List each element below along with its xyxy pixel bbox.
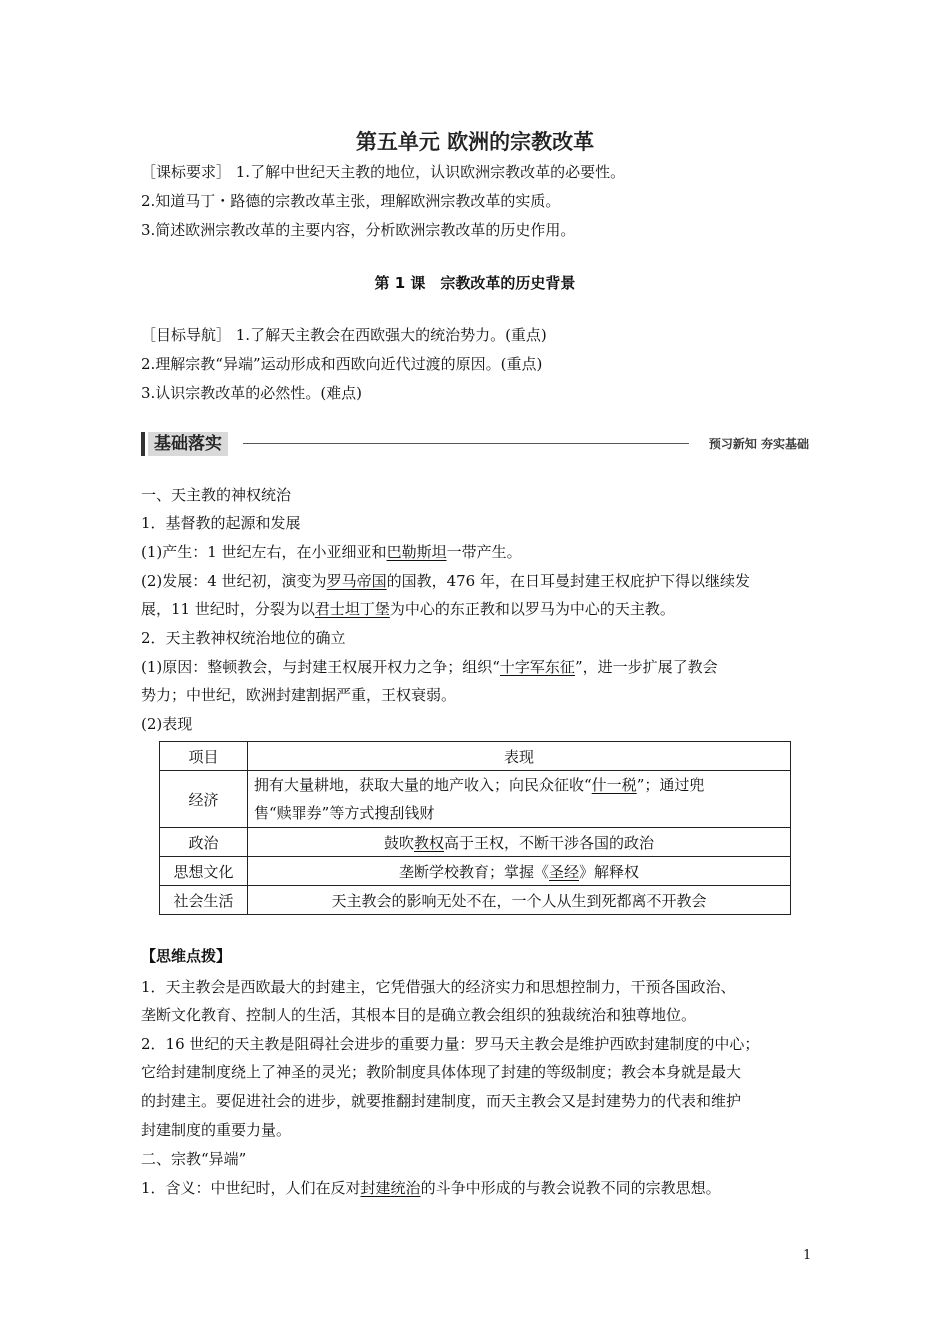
table-row bbox=[160, 857, 791, 886]
text-segment: 为中心的东正教和以罗马为中心的天主教。 bbox=[389, 600, 675, 618]
cause-paragraph-cont: 势力；中世纪，欧洲封建割据严重，王权衰弱。 bbox=[141, 686, 457, 704]
text-segment: (1)原因：整顿教会，与封建王权展开权力之争；组织“ bbox=[141, 658, 500, 676]
text-segment: 拥有大量耕地，获取大量的地产收入；向民众征收“ bbox=[254, 776, 592, 794]
thinking-line-1: 1．天主教会是西欧最大的封建主，它凭借强大的经济实力和思想控制力，干预各国政治、 bbox=[141, 978, 736, 996]
manifestation-table bbox=[159, 741, 791, 915]
requirements-line-3: 3.简述欧洲宗教改革的主要内容，分析欧洲宗教改革的历史作用。 bbox=[141, 221, 576, 239]
row-label-society: 社会生活 bbox=[160, 886, 248, 915]
goals-line-2: 2.理解宗教“异端”运动形成和西欧向近代过渡的原因。(重点) bbox=[141, 355, 543, 373]
table-header-row bbox=[160, 742, 791, 771]
key-term-underlined: 教权 bbox=[413, 833, 444, 852]
thinking-line-2: 垄断文化教育、控制人的生活，其根本目的是确立教会组织的独裁统治和独尊地位。 bbox=[141, 1006, 697, 1024]
text-segment: 》解释权 bbox=[579, 862, 640, 881]
row-value-economy bbox=[248, 771, 791, 828]
table-row bbox=[160, 886, 791, 915]
row-label-economy: 经济 bbox=[160, 771, 248, 828]
text-segment: (1)产生：1 世纪左右，在小亚细亚和 bbox=[141, 543, 387, 561]
table-header-manifestation: 表现 bbox=[248, 742, 791, 771]
requirements-line-1: ［课标要求］ 1.了解中世纪天主教的地位，认识欧洲宗教改革的必要性。 bbox=[141, 163, 626, 181]
key-term-underlined: 君士坦丁堡 bbox=[314, 600, 390, 618]
development-paragraph bbox=[141, 570, 750, 592]
key-term-underlined: 什一税 bbox=[591, 776, 637, 794]
key-term-underlined: 巴勒斯坦 bbox=[386, 543, 447, 561]
section-1-heading: 一、天主教的神权统治 bbox=[141, 486, 292, 504]
text-segment: 一带产生。 bbox=[446, 543, 522, 561]
lesson-title: 第 1 课 宗教改革的历史背景 bbox=[374, 274, 576, 292]
subsection-2-heading: 2．天主教神权统治地位的确立 bbox=[141, 629, 346, 647]
text-segment: 垄断学校教育；掌握《 bbox=[398, 862, 549, 881]
text-segment: 售“赎罪券”等方式搜刮钱财 bbox=[254, 804, 435, 822]
row-label-culture: 思想文化 bbox=[160, 857, 248, 886]
table-row bbox=[160, 771, 791, 828]
key-term-underlined: 十字军东征 bbox=[499, 658, 575, 676]
text-segment: 鼓吹 bbox=[383, 833, 414, 852]
origin-paragraph bbox=[141, 541, 522, 563]
subsection-1-heading: 1．基督教的起源和发展 bbox=[141, 514, 301, 532]
thinking-title: 【思维点拨】 bbox=[141, 947, 232, 965]
unit-title: 第五单元 欧洲的宗教改革 bbox=[355, 130, 595, 154]
goals-line-3: 3.认识宗教改革的必然性。(难点) bbox=[141, 384, 363, 402]
thinking-line-3: 2．16 世纪的天主教是阻碍社会进步的重要力量：罗马天主教会是维护西欧封建制度的中心； bbox=[141, 1035, 760, 1053]
text-segment: 的斗争中形成的与教会说教不同的宗教思想。 bbox=[420, 1179, 721, 1197]
row-label-politics: 政治 bbox=[160, 828, 248, 857]
banner-rule bbox=[243, 443, 689, 444]
banner-label: 基础落实 bbox=[148, 432, 228, 456]
page-number: 1 bbox=[803, 1248, 812, 1263]
key-term-underlined: 封建统治 bbox=[360, 1179, 421, 1197]
text-segment: 的国教，476 年，在日耳曼封建王权庇护下得以继续发 bbox=[386, 572, 750, 590]
text-segment: 高于王权，不断干涉各国的政治 bbox=[444, 833, 655, 852]
banner-subtitle: 预习新知 夯实基础 bbox=[708, 437, 809, 451]
row-value-culture bbox=[248, 857, 791, 886]
text-segment: 1．含义：中世纪时，人们在反对 bbox=[141, 1179, 361, 1197]
cause-paragraph bbox=[141, 656, 718, 678]
row-value-politics bbox=[248, 828, 791, 857]
table-row bbox=[160, 828, 791, 857]
banner-bar bbox=[141, 432, 145, 456]
key-term-underlined: 圣经 bbox=[548, 862, 579, 881]
manifestation-label: (2)表现 bbox=[141, 715, 193, 733]
thinking-line-4: 它给封建制度绕上了神圣的灵光；教阶制度具体体现了封建的等级制度；教会本身就是最大 bbox=[141, 1063, 742, 1081]
text-segment: ”；通过兜 bbox=[636, 776, 705, 794]
text-segment: ”，进一步扩展了教会 bbox=[574, 658, 718, 676]
thinking-line-5: 的封建主。要促进社会的进步，就要推翻封建制度，而天主教会又是封建势力的代表和维护 bbox=[141, 1092, 742, 1110]
section-banner bbox=[141, 430, 809, 458]
row-value-society: 天主教会的影响无处不在，一个人从生到死都离不开教会 bbox=[248, 886, 791, 915]
goals-line-1: ［目标导航］ 1.了解天主教会在西欧强大的统治势力。(重点) bbox=[141, 326, 547, 344]
text-segment: (2)发展：4 世纪初，演变为 bbox=[141, 572, 327, 590]
requirements-line-2: 2.知道马丁・路德的宗教改革主张，理解欧洲宗教改革的实质。 bbox=[141, 192, 561, 210]
definition-paragraph bbox=[141, 1177, 721, 1199]
key-term-underlined: 罗马帝国 bbox=[326, 572, 387, 590]
section-2-heading: 二、宗教“异端” bbox=[141, 1150, 247, 1168]
table-header-item: 项目 bbox=[160, 742, 248, 771]
text-segment: 展，11 世纪时，分裂为以 bbox=[141, 600, 315, 618]
thinking-line-6: 封建制度的重要力量。 bbox=[141, 1121, 292, 1139]
development-paragraph-cont bbox=[141, 598, 675, 620]
